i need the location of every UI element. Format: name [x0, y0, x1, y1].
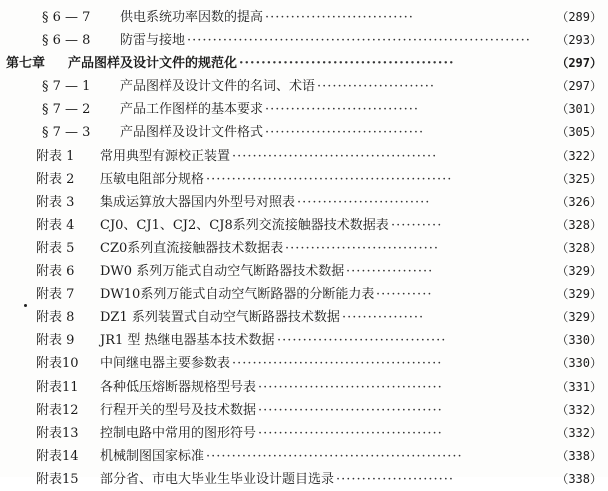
toc-appendix-row: [0, 260, 608, 283]
toc-appendix-row: [0, 352, 608, 375]
toc-page-number: （329）: [556, 310, 602, 325]
toc-entry-label: 附表14: [36, 448, 79, 464]
toc-appendix-row: [0, 168, 608, 191]
dot-leader: ·······················: [336, 471, 455, 487]
toc-entry-label: 附表15: [36, 471, 79, 487]
toc-page-number: （326）: [556, 194, 602, 209]
dot-leader: ···································································: [187, 33, 531, 49]
toc-entry-title: 部分省、市电大毕业生毕业设计题目选录: [100, 471, 335, 487]
toc-entry-title: 产品工作图样的基本要求: [120, 102, 264, 118]
toc-section-row: [0, 6, 608, 29]
toc-entry-title: CZ0系列直流接触器技术数据表: [100, 240, 284, 256]
dot-leader: ····································: [258, 425, 443, 441]
toc-entry-title: DW10系列万能式自动空气断路器的分断能力表: [100, 287, 375, 303]
dot-leader: ·····························: [265, 10, 414, 25]
dot-leader: ·······················: [317, 79, 436, 95]
toc-page-number: （301）: [556, 102, 602, 117]
toc-page-number: （332）: [556, 425, 602, 440]
toc-page-number: （331）: [556, 379, 602, 394]
toc-entry-label: 附表 1: [36, 148, 75, 164]
toc-entry-label: 附表 6: [36, 264, 75, 280]
toc-entry-label: § 7 — 2: [42, 102, 91, 118]
toc-entry-title: 行程开关的型号及技术数据: [100, 402, 257, 418]
dot-leader: ······························: [265, 102, 419, 118]
toc-entry-label: § 6 — 8: [42, 33, 91, 49]
dot-leader: ················································: [206, 171, 453, 187]
toc-section-row: [0, 121, 608, 144]
toc-entry-title: 集成运算放大器国内外型号对照表: [100, 194, 296, 210]
dot-leader: ··················································: [206, 448, 463, 464]
toc-appendix-row: [0, 445, 608, 468]
dot-leader: ················: [342, 310, 425, 326]
toc-page-number: （293）: [556, 33, 602, 48]
toc-page-number: （330）: [556, 356, 602, 371]
dot-leader: ···········: [376, 287, 433, 303]
toc-entry-label: § 7 — 3: [42, 125, 91, 141]
toc-section-row: [0, 98, 608, 121]
toc-entry-label: 附表 7: [36, 287, 75, 303]
toc-chapter-row: [0, 52, 608, 75]
toc-page-number: （329）: [556, 287, 602, 302]
toc-entry-label: 附表11: [36, 379, 79, 395]
toc-entry-label: 附表13: [36, 425, 79, 441]
toc-appendix-row: [0, 283, 608, 306]
table-of-contents: [0, 6, 608, 491]
toc-entry-label: § 7 — 1: [42, 79, 91, 95]
toc-entry-label: 附表 5: [36, 240, 75, 256]
dot-leader: ·················: [346, 264, 434, 280]
toc-page-number: （328）: [556, 217, 602, 232]
toc-entry-label: 附表12: [36, 402, 79, 418]
toc-page-number: （305）: [556, 125, 602, 140]
dot-leader: ··························: [297, 194, 431, 210]
toc-entry-label: 附表 3: [36, 194, 75, 210]
toc-entry-title: 中间继电器主要参数表: [100, 356, 231, 372]
toc-section-row: [0, 75, 608, 98]
toc-entry-label: 附表 2: [36, 171, 75, 187]
toc-entry-label: 附表10: [36, 356, 79, 372]
toc-appendix-row: [0, 145, 608, 168]
toc-appendix-row: [0, 191, 608, 214]
toc-entry-title: JR1 型 热继电器基本技术数据: [100, 333, 275, 349]
toc-page-number: （338）: [556, 448, 602, 463]
toc-page-number: （322）: [556, 148, 602, 163]
toc-page-number: （330）: [556, 333, 602, 348]
dot-leader: ··········: [391, 217, 443, 233]
toc-appendix-row: [0, 422, 608, 445]
toc-entry-title: 常用典型有源校正装置: [100, 148, 231, 164]
toc-appendix-row: [0, 468, 608, 491]
toc-entry-label: 附表 8: [36, 310, 75, 326]
toc-entry-title: DZ1 系列装置式自动空气断路器技术数据: [100, 310, 340, 326]
toc-entry-title: 供电系统功率因数的提高: [120, 10, 264, 25]
toc-page-number: （329）: [556, 264, 602, 279]
toc-section-row: [0, 29, 608, 52]
toc-appendix-row: [0, 237, 608, 260]
dot-leader: ·······························: [265, 125, 425, 141]
stray-ink-mark: [24, 304, 27, 307]
toc-entry-title: DW0 系列万能式自动空气断路器技术数据: [100, 264, 345, 280]
toc-entry-title: 产品图样及设计文件的规范化: [68, 56, 238, 72]
toc-entry-title: CJ0、CJ1、CJ2、CJ8系列交流接触器技术数据表: [100, 217, 389, 233]
toc-entry-title: 控制电路中常用的图形符号: [100, 425, 257, 441]
dot-leader: ····································: [258, 402, 443, 418]
dot-leader: ·······································: [239, 56, 455, 72]
toc-appendix-row: [0, 376, 608, 399]
dot-leader: ········································: [232, 148, 438, 164]
toc-entry-label: 第七章: [6, 56, 46, 72]
toc-entry-title: 机械制图国家标准: [100, 448, 205, 464]
toc-entry-title: 各种低压熔断器规格型号表: [100, 379, 257, 395]
toc-appendix-row: [0, 399, 608, 422]
toc-entry-title: 产品图样及设计文件格式: [120, 125, 264, 141]
toc-entry-label: 附表 4: [36, 217, 75, 233]
toc-page-number: （338）: [556, 471, 602, 486]
toc-page-number: （325）: [556, 171, 602, 186]
toc-page-number: （297）: [556, 79, 602, 94]
toc-entry-title: 产品图样及设计文件的名词、术语: [120, 79, 316, 95]
toc-appendix-row: [0, 329, 608, 352]
toc-page-number: （289）: [556, 10, 602, 24]
toc-entry-title: 防雷与接地: [120, 33, 186, 49]
toc-appendix-row: [0, 214, 608, 237]
toc-entry-label: 附表 9: [36, 333, 75, 349]
toc-entry-label: § 6 — 7: [42, 10, 91, 25]
toc-page-number: （297）: [556, 56, 602, 71]
toc-page-number: （328）: [556, 240, 602, 255]
toc-appendix-row: [0, 306, 608, 329]
dot-leader: ·········································: [232, 356, 443, 372]
dot-leader: ······························: [285, 240, 439, 256]
toc-entry-title: 压敏电阻部分规格: [100, 171, 205, 187]
dot-leader: ·································: [277, 333, 447, 349]
toc-page-number: （332）: [556, 402, 602, 417]
dot-leader: ····································: [258, 379, 443, 395]
